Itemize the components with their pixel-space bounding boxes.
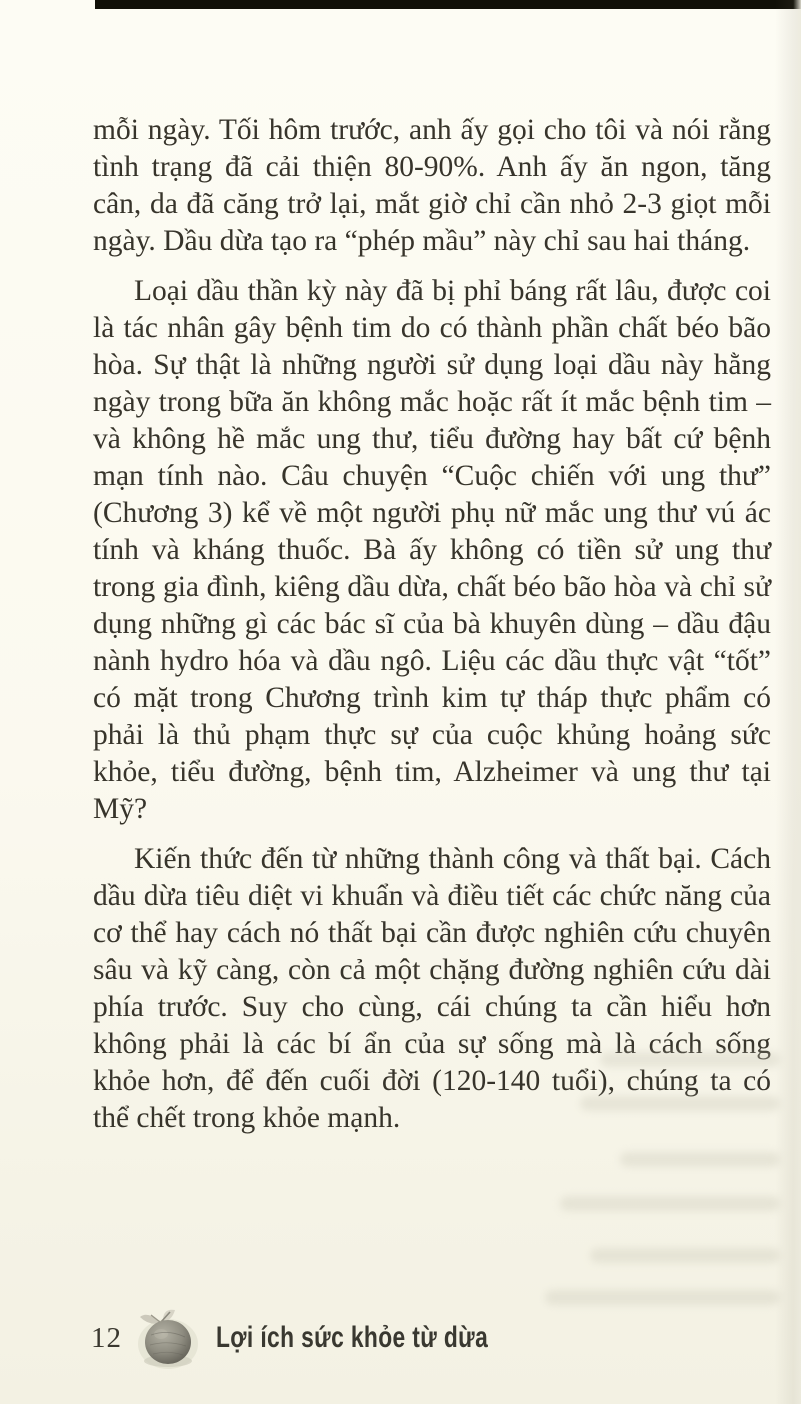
paragraph: Kiến thức đến từ những thành công và thất bại. Cách dầu dừa tiêu diệt vi khuẩn và điều tiết các chức năng của cơ thể hay cách nó thất bại cần được nghiên cứu chuyên sâu và kỹ càng, còn cả một chặng đường nghiên cứu dài phía trước. Suy cho cùng, cái chúng ta cần hiểu hơn không phải là các bí ẩn của sự sống mà là cách sống khỏe hơn, để đến cuối đời (120-140 tuổi), chúng ta có thể chết trong khỏe mạnh.	[93, 843, 771, 1134]
coconut-icon	[137, 1307, 199, 1369]
paragraph: Loại dầu thần kỳ này đã bị phỉ báng rất lâu, được coi là tác nhân gây bệnh tim do có thành phần chất béo bão hòa. Sự thật là những người sử dụng loại dầu này hằng ngày trong bữa ăn không mắc hoặc rất ít mắc bệnh tim – và không hề mắc ung thư, tiểu đường hay bất cứ bệnh mạn tính nào. Câu chuyện “Cuộc chiến với ung thư” (Chương 3) kể về một người phụ nữ mắc ung thư vú ác tính và kháng thuốc. Bà ấy không có tiền sử ung thư trong gia đình, kiêng dầu dừa, chất béo bão hòa và chỉ sử dụng những gì các bác sĩ của bà khuyên dùng – dầu đậu nành hydro hóa và dầu ngô. Liệu các dầu thực vật “tốt” có mặt trong Chương trình kim tự tháp thực phẩm có phải là thủ phạm thực sự của cuộc khủng hoảng sức khỏe, tiểu đường, bệnh tim, Alzheimer và ung thư tại Mỹ?	[93, 275, 771, 825]
page-edge-shading	[775, 0, 801, 1404]
page-footer	[91, 1306, 574, 1370]
page-number: 12	[91, 1321, 122, 1354]
running-title: Lợi ích sức khỏe từ dừa	[216, 1321, 489, 1354]
scan-dark-edge	[95, 0, 801, 9]
text-block	[93, 112, 771, 1137]
bleed-through-artifact	[590, 1248, 780, 1263]
bleed-through-artifact	[545, 1290, 780, 1305]
paragraph: mỗi ngày. Tối hôm trước, anh ấy gọi cho tôi và nói rằng tình trạng đã cải thiện 80-90%. Anh ấy ăn ngon, tăng cân, da đã căng trở lại, mắt giờ chỉ cần nhỏ 2-3 giọt mỗi ngày. Dầu dừa tạo ra “phép mầu” này chỉ sau hai tháng.	[93, 114, 771, 257]
bleed-through-artifact	[620, 1152, 780, 1167]
bleed-through-artifact	[560, 1196, 780, 1211]
